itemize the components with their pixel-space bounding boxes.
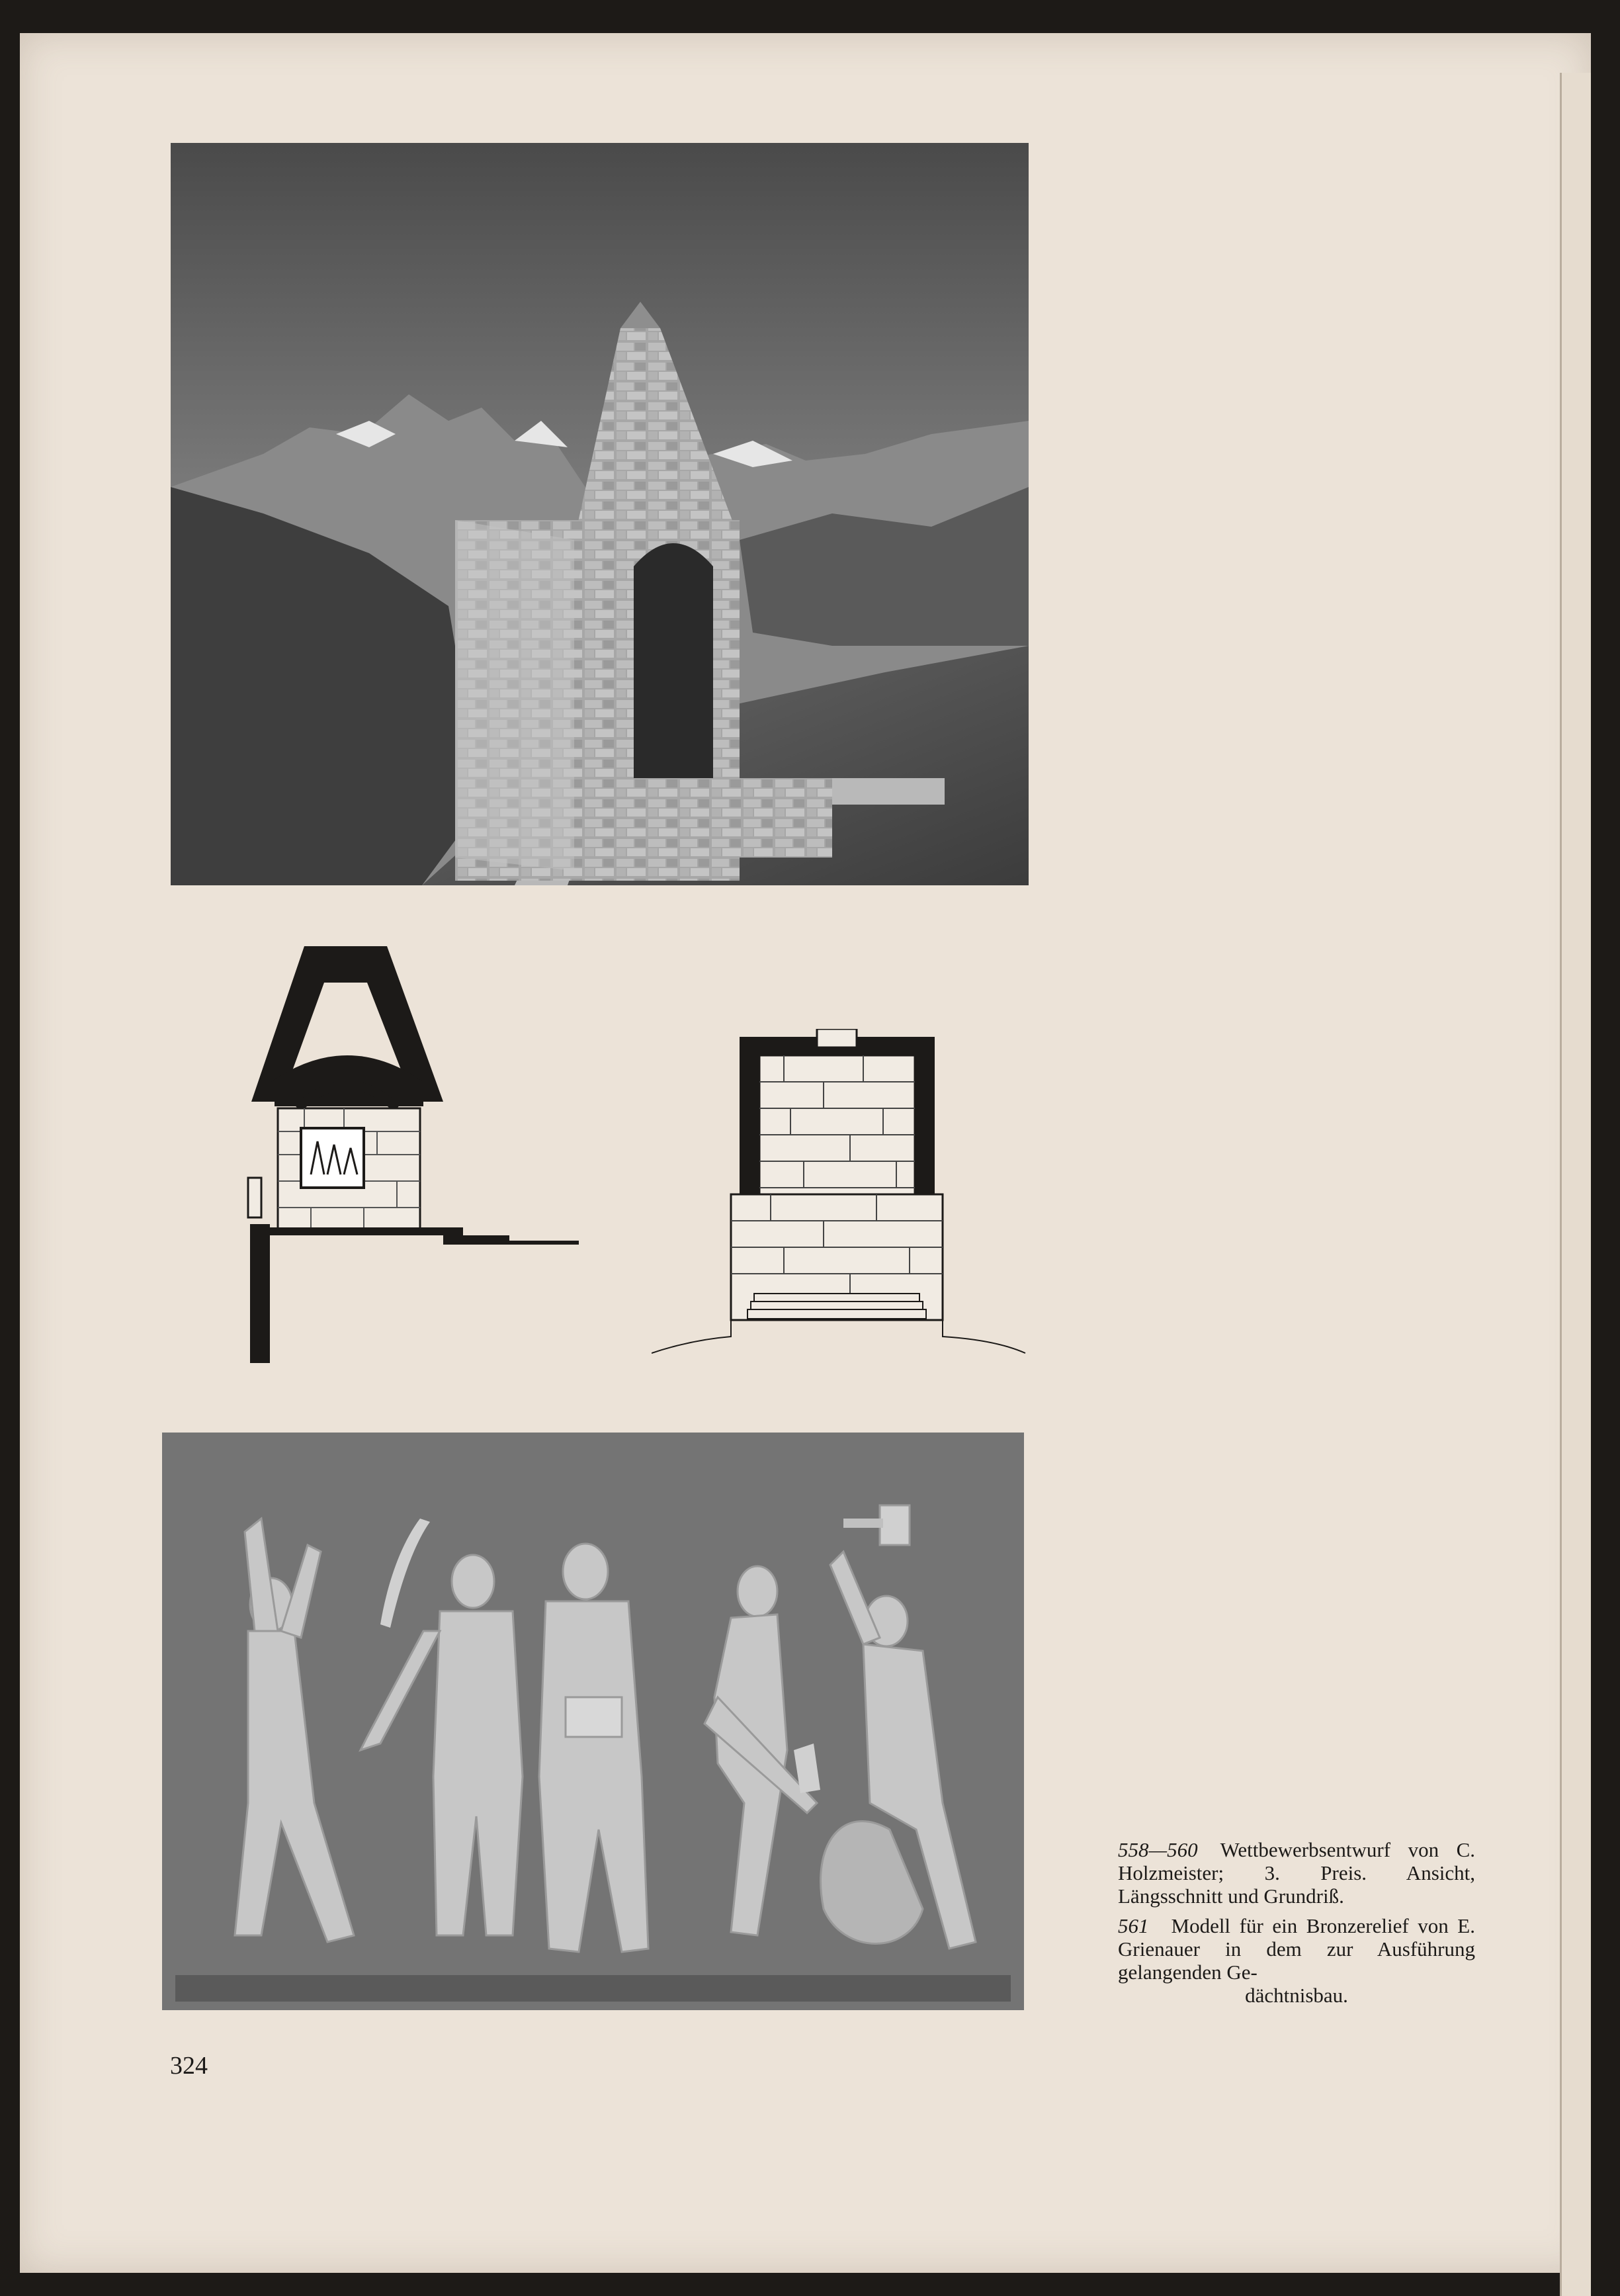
- stone-pyramid-monument-painting-icon: [171, 143, 1029, 885]
- bronze-relief-model-photo-icon: [162, 1433, 1024, 2010]
- figure-caption: [1118, 1838, 1475, 2013]
- page-edge: [1560, 73, 1591, 2296]
- caption-entry-558-560: [1118, 1838, 1475, 1908]
- caption-number: 558—560: [1118, 1838, 1198, 1861]
- figure-monument-view: [171, 143, 1029, 885]
- figure-bronze-relief-model: [162, 1433, 1024, 2010]
- caption-text: Wettbewerbsentwurf: [1220, 1838, 1391, 1861]
- figure-ground-plan: [652, 1029, 1029, 1366]
- caption-text: Modell für ein Bronzerelief von E. Grienauer in dem zur Ausführung gelangenden Ge-: [1118, 1914, 1475, 1984]
- caption-text: von C. Holzmeister; 3. Preis. Ansicht, Längsschnitt und Grundriß.: [1118, 1838, 1475, 1908]
- longitudinal-section-drawing-icon: [245, 943, 589, 1366]
- page-number: 324: [170, 2052, 208, 2080]
- figure-longitudinal-section: [245, 943, 589, 1366]
- caption-entry-561: [1118, 1914, 1475, 2007]
- caption-number: 561: [1118, 1914, 1149, 1937]
- caption-text-last: dächtnisbau.: [1245, 1984, 1348, 2007]
- ground-plan-drawing-icon: [652, 1029, 1029, 1366]
